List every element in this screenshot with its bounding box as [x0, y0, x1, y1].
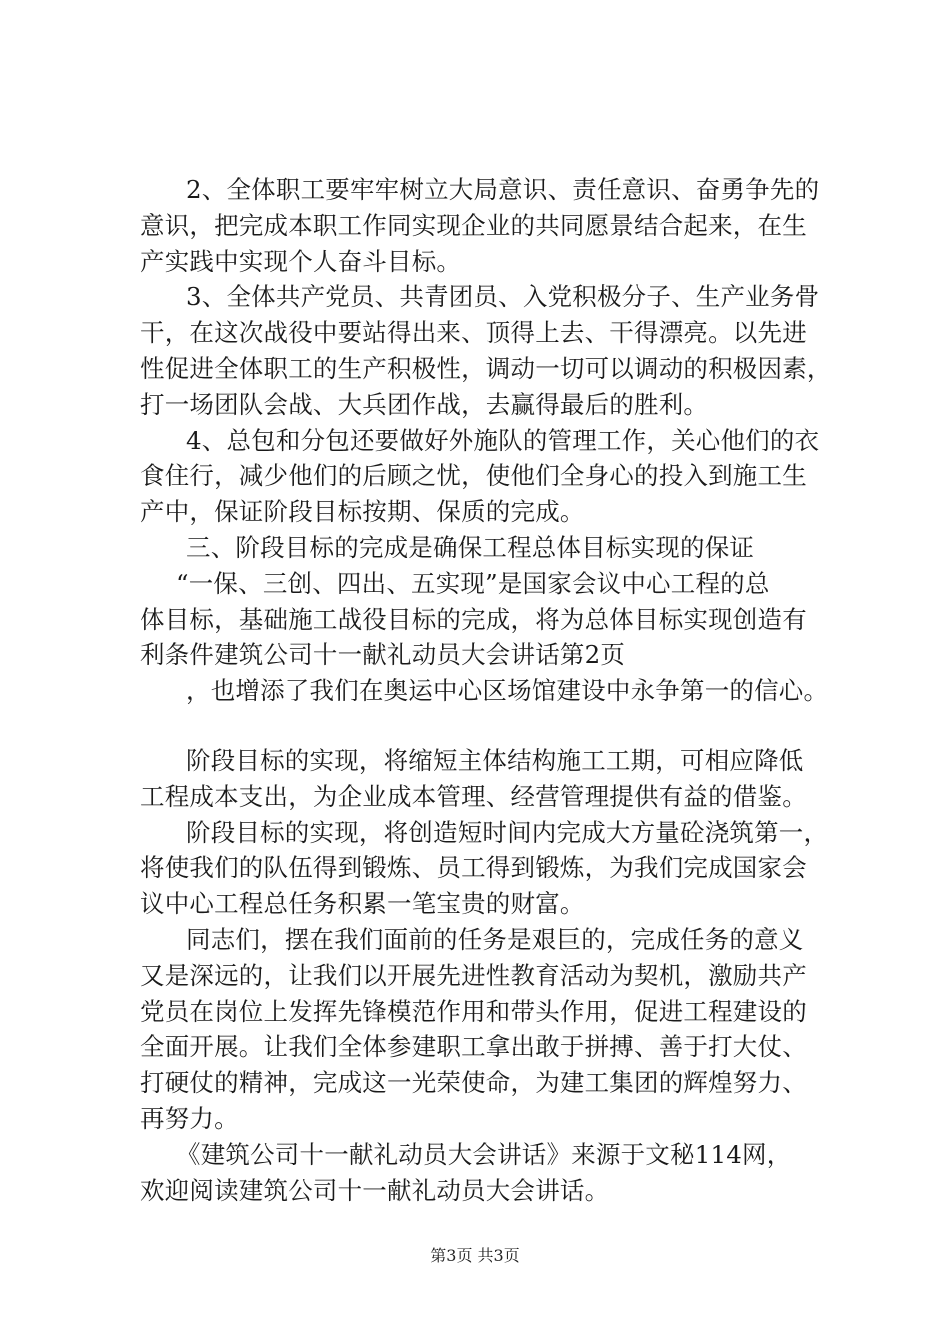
text-line: 性促进全体职工的生产积极性，调动一切可以调动的积极因素， — [140, 353, 832, 383]
text-line: 食住行，减少他们的后顾之忧，使他们全身心的投入到施工生 — [140, 461, 807, 491]
section-heading: 三、阶段目标的完成是确保工程总体目标实现的保证 — [186, 532, 755, 562]
text-line: 打硬仗的精神，完成这一光荣使命，为建工集团的辉煌努力、 — [140, 1068, 807, 1098]
text-line: 全面开展。让我们全体参建职工拿出敢于拼搏、善于打大仗、 — [140, 1032, 807, 1062]
text-line: 《建筑公司十一献礼动员大会讲话》来源于文秘114网， — [176, 1139, 792, 1169]
text-line: ，也增添了我们在奥运中心区场馆建设中永争第一的信心。 — [186, 676, 829, 706]
text-line: 体目标，基础施工战役目标的完成，将为总体目标实现创造有 — [140, 604, 807, 634]
text-line: “一保、三创、四出、五实现”是国家会议中心工程的总 — [176, 568, 770, 598]
text-line: 利条件建筑公司十一献礼动员大会讲话第2页 — [140, 640, 626, 670]
text-line: 产中，保证阶段目标按期、保质的完成。 — [140, 497, 585, 527]
text-line: 阶段目标的实现，将缩短主体结构施工工期，可相应降低 — [186, 745, 804, 775]
text-line: 工程成本支出，为企业成本管理、经营管理提供有益的借鉴。 — [140, 781, 807, 811]
text-line: 同志们，摆在我们面前的任务是艰巨的，完成任务的意义 — [186, 924, 804, 954]
text-line: 阶段目标的实现，将创造短时间内完成大方量砼浇筑第一， — [186, 817, 829, 847]
page-footer: 第3页 共3页 — [430, 1246, 520, 1265]
text-line: 欢迎阅读建筑公司十一献礼动员大会讲话。 — [140, 1175, 610, 1205]
text-line: 打一场团队会战、大兵团作战，去赢得最后的胜利。 — [140, 389, 709, 419]
document-body — [140, 172, 840, 1208]
text-line: 4、总包和分包还要做好外施队的管理工作，关心他们的衣 — [186, 425, 820, 455]
text-line: 又是深远的，让我们以开展先进性教育活动为契机，激励共产 — [140, 960, 807, 990]
text-line: 2、全体职工要牢牢树立大局意识、责任意识、奋勇争先的 — [186, 175, 820, 204]
text-line: 产实践中实现个人奋斗目标。 — [140, 246, 462, 276]
text-line: 干，在这次战役中要站得出来、顶得上去、干得漂亮。以先进 — [140, 318, 807, 348]
text-line: 议中心工程总任务积累一笔宝贵的财富。 — [140, 889, 585, 919]
text-line: 将使我们的队伍得到锻炼、员工得到锻炼，为我们完成国家会 — [140, 853, 807, 883]
text-line: 3、全体共产党员、共青团员、入党积极分子、生产业务骨 — [186, 282, 820, 312]
text-line: 意识，把完成本职工作同实现企业的共同愿景结合起来，在生 — [140, 210, 807, 240]
blank-line — [140, 709, 840, 743]
text-line: 再努力。 — [140, 1103, 239, 1133]
text-line: 党员在岗位上发挥先锋模范作用和带头作用，促进工程建设的 — [140, 996, 807, 1026]
